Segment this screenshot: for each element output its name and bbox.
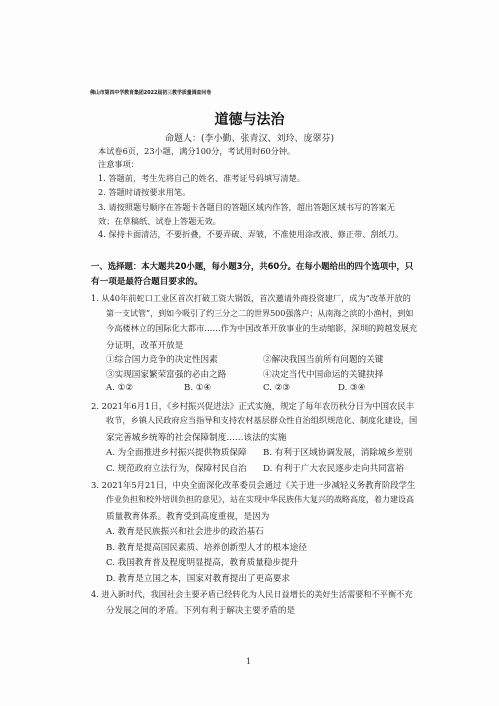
- section-heading-line2: 有一项是最符合题目要求的。: [91, 277, 203, 287]
- question-2-line-1: 2. 2021年6月1日，《乡村振兴促进法》正式实施，规定了每年农历秋分日为中国农民丰: [91, 401, 415, 411]
- question-1-option-c: C. ②③: [263, 383, 291, 393]
- exam-title: 佛山市第四中学教育集团2022届初三教学质量调查问卷: [90, 90, 212, 96]
- notice-item-2: 2. 答题时请按要求用笔。: [98, 187, 191, 197]
- question-3-line-1: 3. 2021年5月21日，中央全面深化改革委员会通过《关于进一步减轻义务教育阶段学生: [91, 480, 416, 490]
- question-1-statement-4: ④决定当代中国命运的关键抉择: [263, 370, 384, 380]
- question-1-line-1: 1. 从40年前蛇口工业区首次打破工资大锅饭，首次邀请外商投资建厂，成为“改革开放的: [91, 293, 411, 303]
- question-1-statement-2: ②解决我国当前所有问题的关键: [263, 355, 384, 365]
- exam-info-line: 本试卷6页，23小题，满分100分，考试用时60分钟。: [98, 146, 296, 156]
- question-1-statement-3: ③实现国家繁荣富强的必由之路: [106, 370, 227, 380]
- question-3-option-a: A. 教育是民族振兴和社会进步的政治基石: [106, 527, 264, 537]
- page-number: 1: [246, 657, 252, 666]
- question-2-line-2: 收节，乡镇人民政府应当指导和支持农村基层群众性自治组织规范化、制度化建设，国: [106, 415, 418, 425]
- question-1-option-b: B. ①④: [184, 383, 212, 393]
- question-2-option-d: D. 有利于广大农民逐步走向共同富裕: [263, 464, 404, 474]
- notice-item-3: 3. 请按照题号顺序在答题卡各题目的答题区域内作答，超出答题区域书写的答案无效；在草稿纸、试卷上答题无效。: [98, 202, 395, 226]
- question-4-line-2: 分发展之间的矛盾。下列有利于解决主要矛盾的是: [106, 606, 296, 616]
- question-1-line-3: 今高楼林立的国际化大都市……作为中国改革开放事业的生动缩影，深圳的跨越发展充: [106, 323, 418, 333]
- question-2-option-b: B. 有利于区域协调发展，消除城乡差别: [263, 448, 413, 458]
- question-2-option-c: C. 规范政府立法行为，保障村民自治: [106, 464, 247, 474]
- question-3-option-c: C. 我国教育普及程度明显提高，教育质量稳步提升: [106, 558, 299, 568]
- question-1-option-d: D. ③④: [338, 383, 366, 393]
- section-heading-line1: 一、选择题：本大题共20小题，每小题3分，共60分。在每小题给出的四个选项中，只: [91, 261, 414, 271]
- notice-item-4: 4. 保持卡面清洁，不要折叠，不要弄破、弄皱，不准使用涂改液、修正带、刮纸刀。: [98, 229, 404, 239]
- subject-title: 道德与法治: [214, 112, 285, 128]
- question-3-line-3: 质量教育体系。教育受到高度重视，是因为: [106, 512, 270, 522]
- question-1-line-4: 分证明，改革开放是: [106, 341, 184, 351]
- question-4-line-1: 4. 进入新时代，我国社会主要矛盾已经转化为人民日益增长的美好生活需要和不平衡不充: [91, 589, 413, 599]
- question-3-option-b: B. 教育是提高国民素质、培养创新型人才的根本途径: [106, 543, 307, 553]
- authors-line: 命题人：(李小勤、张青汉、刘玲、庞翠芬): [164, 134, 335, 144]
- question-1-option-a: A. ①②: [106, 383, 134, 393]
- question-2-option-a: A. 为全面推进乡村振兴提供物质保障: [106, 448, 247, 458]
- question-2-line-3: 家完善城乡统筹的社会保障制度……该法的实施: [106, 433, 287, 443]
- question-1-statement-1: ①综合国力竞争的决定性因素: [106, 355, 218, 365]
- question-1-line-2: 第一支试管”，到如今吸引了约三分之二的世界500强落户；从南海之滨的小渔村，到如: [106, 309, 414, 318]
- question-3-option-d: D. 教育是立国之本，国家对教育提出了更高要求: [106, 574, 290, 584]
- notice-item-1: 1. 答题前，考生先将自己的姓名、准考证号码填写清楚。: [98, 173, 305, 183]
- question-3-line-2: 作业负担和校外培训负担的意见》，站在实现中华民族伟大复兴的战略高度，着力建设高: [106, 495, 414, 504]
- notice-title: 注意事项：: [98, 159, 139, 169]
